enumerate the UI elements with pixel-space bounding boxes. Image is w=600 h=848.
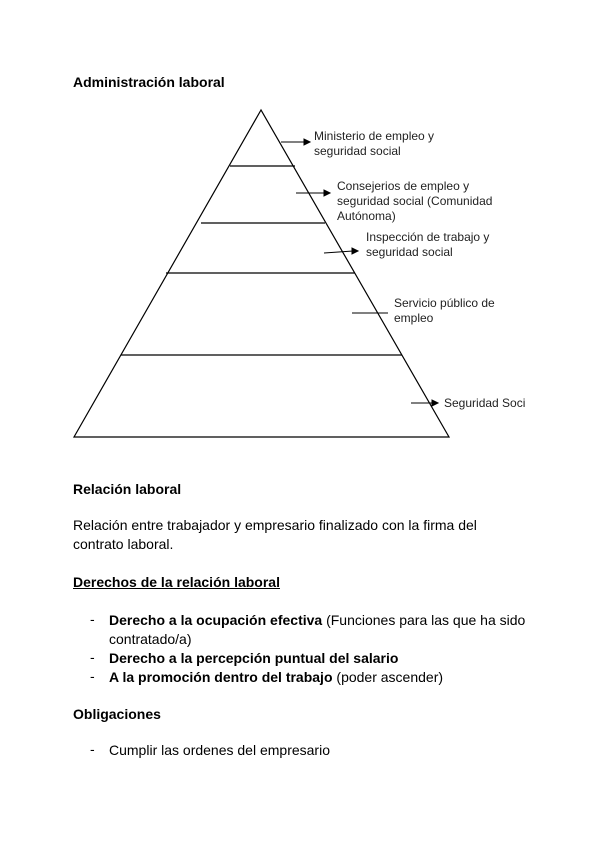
list-item — [109, 611, 529, 649]
list-marker: - — [90, 668, 95, 684]
pyramid-label-2: Consejerios de empleo y seguridad social (Comunidad Autónoma) — [337, 179, 493, 223]
list-item-bold: Derecho a la ocupación efectiva — [109, 612, 323, 628]
arrow-level-1 — [281, 139, 310, 145]
list-item — [109, 668, 529, 687]
section-title-derechos: Derechos de la relación laboral — [73, 574, 280, 590]
arrow-level-2 — [296, 190, 330, 196]
pyramid-label-5: Seguridad Soci — [444, 396, 526, 410]
section-title-relacion: Relación laboral — [73, 481, 182, 497]
list-marker: - — [90, 649, 95, 665]
relacion-paragraph: Relación entre trabajador y empresario finalizado con la firma del contrato laboral. — [73, 517, 477, 552]
arrow-level-5 — [411, 400, 438, 406]
pyramid-label-3: Inspección de trabajo y seguridad social — [366, 230, 490, 259]
list-item-text: (Funciones para las que ha sido contratado/a) — [109, 612, 526, 647]
section-title-administracion: Administración laboral — [73, 74, 225, 90]
list-item-text: (poder ascender) — [332, 669, 444, 685]
pyramid-label-1: Ministerio de empleo y seguridad social — [314, 129, 435, 158]
list-item — [109, 649, 529, 668]
list-marker: - — [90, 611, 95, 627]
list-marker: - — [90, 741, 95, 757]
pyramid-label-4: Servicio público de empleo — [394, 296, 495, 325]
section-title-obligaciones: Obligaciones — [73, 706, 161, 722]
list-item: Cumplir las ordenes del empresario — [109, 742, 330, 758]
list-item-bold: Derecho a la percepción puntual del salario — [109, 650, 399, 666]
list-item-bold: A la promoción dentro del trabajo — [109, 669, 333, 685]
